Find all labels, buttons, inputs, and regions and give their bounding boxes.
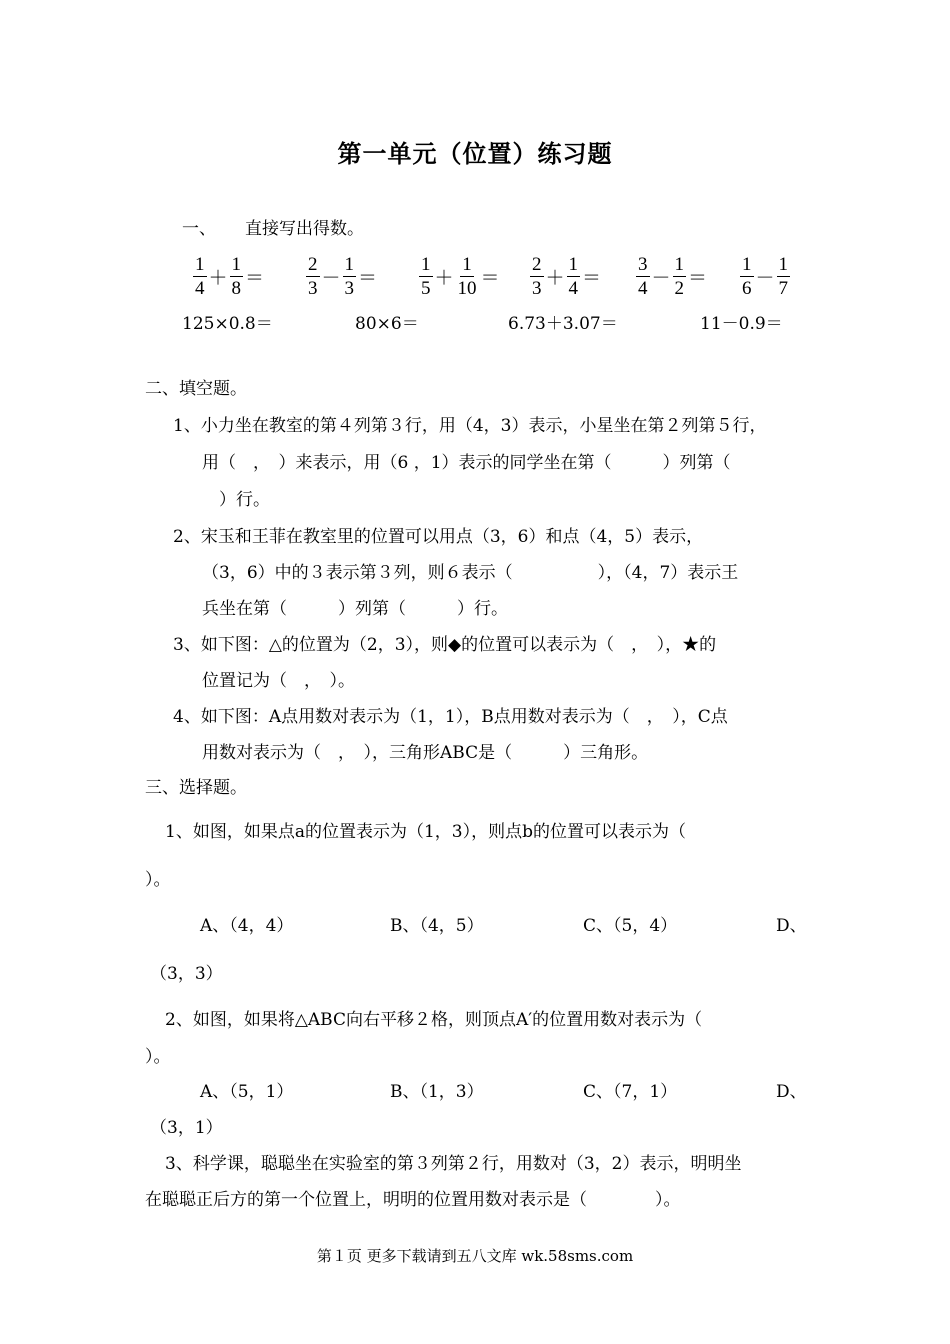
s3-q2-option-c: C、（7，1） bbox=[583, 1082, 678, 1102]
fraction: $\frac{1}{4}$ bbox=[195, 254, 205, 299]
fraction-expr-3: $\frac{1}{5}$ ＋ $\frac{1}{10}$ ＝ bbox=[421, 254, 500, 299]
s2-q2-line2: （3，6）中的３表示第３列，则６表示（ ），（4，7）表示王 bbox=[202, 563, 739, 583]
s3-q3-line1: 3、科学课，聪聪坐在实验室的第３列第２行，用数对（3，2）表示，明明坐 bbox=[165, 1154, 742, 1174]
s3-q1-option-c: C、（5，4） bbox=[583, 916, 678, 936]
fraction-expr-4: $\frac{2}{3}$ ＋ $\frac{1}{4}$ ＝ bbox=[532, 254, 602, 299]
fraction: $\frac{1}{8}$ bbox=[231, 254, 242, 299]
decimal-expr-2: 80×6＝ bbox=[355, 314, 419, 334]
s2-q3-line1: 3、如下图：△的位置为（2，3），则◆的位置可以表示为（ ， ），★的 bbox=[173, 635, 717, 655]
fraction: $\frac{1}{3}$ bbox=[344, 254, 355, 299]
section-2-heading: 二、填空题。 bbox=[145, 379, 247, 399]
page-title: 第一单元（位置）练习题 bbox=[337, 139, 613, 168]
decimal-expr-4: 11－0.9＝ bbox=[700, 314, 783, 334]
s3-q3-line2: 在聪聪正后方的第一个位置上，明明的位置用数对表示是（ ）。 bbox=[145, 1190, 681, 1210]
s3-q1-line2: ）。 bbox=[145, 870, 171, 890]
section-3-heading: 三、选择题。 bbox=[145, 778, 247, 798]
s2-q3-line2: 位置记为（ ， ）。 bbox=[202, 671, 355, 691]
s2-q4-line1: 4、如下图：A点用数对表示为（1，1），B点用数对表示为（ ， ），C点 bbox=[173, 707, 728, 727]
s2-q1-line2: 用（ ， ）来表示，用（6 ，1）表示的同学坐在第（ ）列第（ bbox=[202, 453, 731, 473]
s3-q1-option-a: A、（4，4） bbox=[200, 916, 294, 936]
fraction-expr-6: $\frac{1}{6}$ － $\frac{1}{7}$ bbox=[742, 254, 789, 299]
s2-q4-line2: 用数对表示为（ ， ），三角形ABC是（ ）三角形。 bbox=[202, 743, 649, 763]
s3-q1-line1: 1、如图，如果点a的位置表示为（1，3），则点b的位置可以表示为（ bbox=[165, 822, 686, 842]
s2-q2-line1: 2、宋玉和王菲在教室里的位置可以用点（3，6）和点（4，5）表示， bbox=[173, 527, 704, 547]
fraction: $\frac{1}{2}$ bbox=[674, 254, 685, 299]
s2-q2-line3: 兵坐在第（ ）列第（ ）行。 bbox=[202, 599, 508, 619]
fraction: $\frac{2}{3}$ bbox=[308, 254, 318, 299]
section-1-number: 一、 bbox=[182, 219, 216, 239]
fraction: $\frac{2}{3}$ bbox=[532, 254, 542, 299]
fraction: $\frac{1}{7}$ bbox=[778, 254, 789, 299]
s3-q2-line2: ）。 bbox=[145, 1047, 171, 1067]
s3-q2-option-d: D、 bbox=[776, 1082, 807, 1102]
s3-q2-option-d-value: （3，1） bbox=[150, 1118, 223, 1138]
fraction: $\frac{3}{4}$ bbox=[638, 254, 648, 299]
s3-q1-option-d-value: （3，3） bbox=[150, 964, 223, 984]
fraction-expr-5: $\frac{3}{4}$ － $\frac{1}{2}$ ＝ bbox=[638, 254, 708, 299]
s3-q1-option-d: D、 bbox=[776, 916, 807, 936]
s3-q2-option-a: A、（5，1） bbox=[200, 1082, 294, 1102]
fraction: $\frac{1}{10}$ bbox=[457, 254, 477, 299]
decimal-expr-3: 6.73＋3.07＝ bbox=[508, 314, 618, 334]
s2-q1-line3: ）行。 bbox=[202, 490, 270, 510]
fraction: $\frac{1}{5}$ bbox=[421, 254, 431, 299]
fraction: $\frac{1}{4}$ bbox=[568, 254, 579, 299]
s3-q2-option-b: B、（1，3） bbox=[390, 1082, 484, 1102]
page-footer: 第１页 更多下载请到五八文库 wk.58sms.com bbox=[316, 1247, 634, 1265]
decimal-expr-1: 125×0.8＝ bbox=[182, 314, 273, 334]
fraction-expr-1: $\frac{1}{4}$ ＋ $\frac{1}{8}$ ＝ bbox=[195, 254, 265, 299]
s3-q2-line1: 2、如图，如果将△ABC向右平移２格，则顶点A′的位置用数对表示为（ bbox=[165, 1010, 703, 1030]
fraction: $\frac{1}{6}$ bbox=[742, 254, 752, 299]
s2-q1-line1: 1、小力坐在教室的第４列第３行，用（4，3）表示，小星坐在第２列第５行， bbox=[173, 416, 767, 436]
s3-q1-option-b: B、（4，5） bbox=[390, 916, 484, 936]
section-1-heading: 直接写出得数。 bbox=[245, 219, 364, 239]
fraction-expr-2: $\frac{2}{3}$ － $\frac{1}{3}$ ＝ bbox=[308, 254, 378, 299]
